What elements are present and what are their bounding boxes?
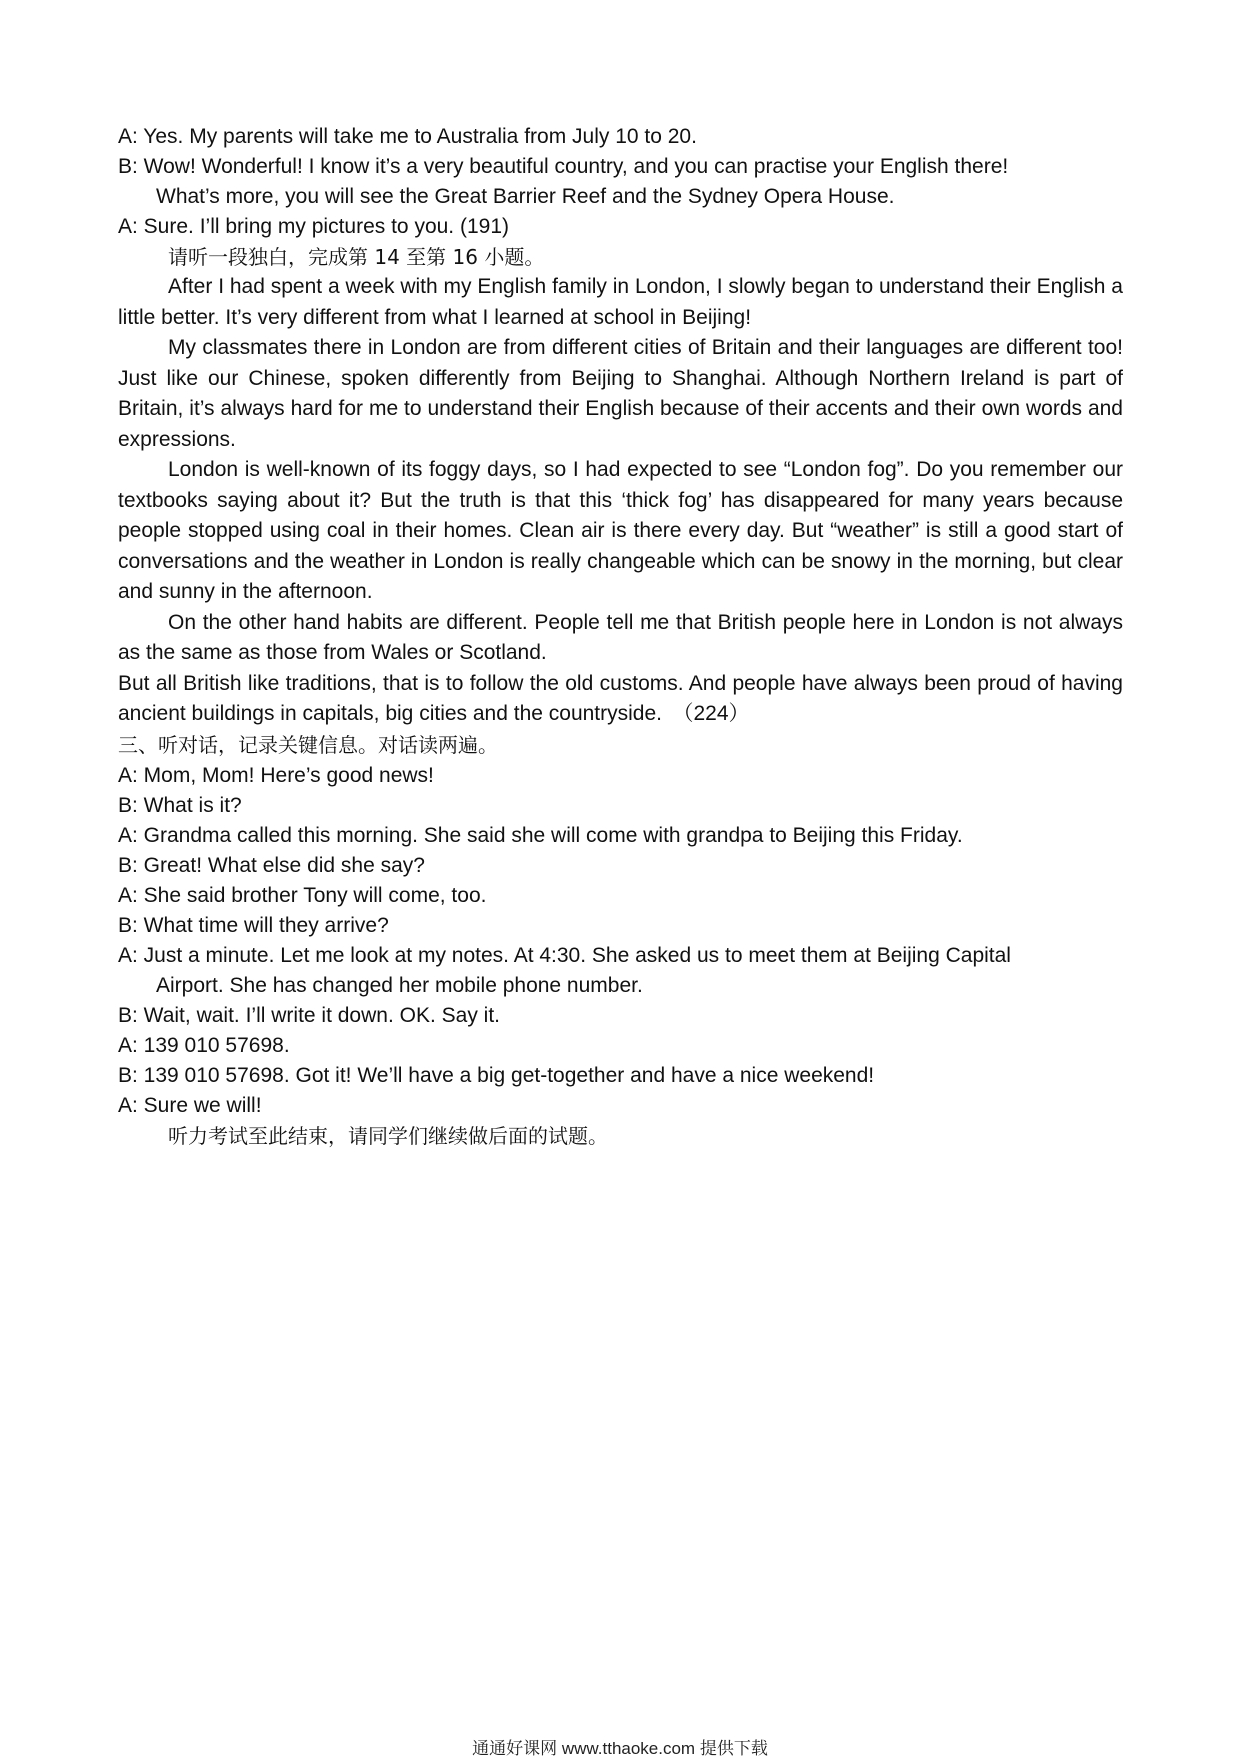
dialogue-line: B: What time will they arrive? <box>118 913 389 937</box>
monologue-paragraph: After I had spent a week with my English family in London, I slowly began to understand their English a little better. It’s very different from what I learned at school in Beijing! <box>118 275 1123 329</box>
dialogue-line: A: Grandma called this morning. She said she will come with grandpa to Beijing this Friday. <box>118 823 963 847</box>
monologue-instruction: 请听一段独白，完成第 14 至第 16 小题。 <box>168 245 545 269</box>
monologue-paragraph: On the other hand habits are different. People tell me that British people here in London is not always as the same as those from Wales or Scotland. <box>118 610 1123 664</box>
monologue-paragraph-last: But all British like traditions, that is to follow the old customs. And people have always been proud of having ancient buildings in capitals, big cities and the countryside. （224） <box>118 671 1123 725</box>
dialogue-line: A: Sure we will! <box>118 1093 262 1117</box>
dialogue-line: B: 139 010 57698. Got it! We’ll have a big get-together and have a nice weekend! <box>118 1063 875 1087</box>
page-footer: 通通好课网 www.tthaoke.com 提供下载 <box>472 1739 768 1758</box>
dialogue-line: A: Sure. I’ll bring my pictures to you. (191) <box>118 215 509 238</box>
dialogue-line: B: What is it? <box>118 793 242 817</box>
dialogue-line-continued: What’s more, you will see the Great Barrier Reef and the Sydney Opera House. <box>156 185 895 208</box>
dialogue-line: A: 139 010 57698. <box>118 1033 290 1057</box>
closing-instruction: 听力考试至此结束，请同学们继续做后面的试题。 <box>168 1123 608 1148</box>
dialogue-line: A: Mom, Mom! Here’s good news! <box>118 763 434 787</box>
monologue-paragraph: My classmates there in London are from different cities of Britain and their languages are different too! Just like our Chinese, spoken differently from Beijing to Shanghai. Although Northern Ireland is part of Britain, it’s always hard for me to understand their English because of their accents and their own words and expressions. <box>118 336 1123 451</box>
dialogue-line: B: Wait, wait. I’ll write it down. OK. Say it. <box>118 1003 500 1027</box>
monologue-paragraph: London is well-known of its foggy days, so I had expected to see “London fog”. Do you remember our textbooks saying about it? But the truth is that this ‘thick fog’ has disappeared for many years because people stopped using coal in their homes. Clean air is there every day. But “weather” is still a good start of conversations and the weather in London is really changeable which can be snowy in the morning, but clear and sunny in the afternoon. <box>118 458 1123 603</box>
dialogue-line-continued: Airport. She has changed her mobile phone number. <box>156 973 643 997</box>
dialogue-line: A: She said brother Tony will come, too. <box>118 883 487 907</box>
section-heading: 三、听对话，记录关键信息。对话读两遍。 <box>118 732 498 757</box>
dialogue-line: B: Wow! Wonderful! I know it’s a very beautiful country, and you can practise your English there! <box>118 155 1009 178</box>
dialogue-line: B: Great! What else did she say? <box>118 853 425 877</box>
dialogue-line: A: Just a minute. Let me look at my notes. At 4:30. She asked us to meet them at Beijing Capital <box>118 943 1011 967</box>
dialogue-line: A: Yes. My parents will take me to Australia from July 10 to 20. <box>118 125 697 148</box>
page-content <box>118 122 1123 1151</box>
